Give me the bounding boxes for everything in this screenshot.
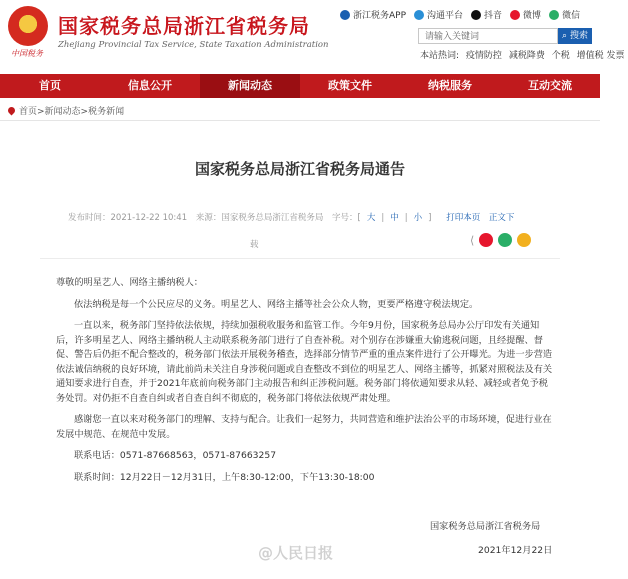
wechat-icon xyxy=(549,10,559,20)
divider xyxy=(40,258,560,259)
article-date: 2021年12月22日 xyxy=(478,545,553,556)
article-title: 国家税务总局浙江省税务局通告 xyxy=(194,160,405,178)
breadcrumb-path[interactable]: 首页>新闻动态>税务新闻 xyxy=(19,107,125,117)
print-link[interactable]: 打印本页 xyxy=(446,213,481,223)
douyin-icon xyxy=(471,10,481,20)
watermark: @人民日报 xyxy=(258,544,334,562)
article-body xyxy=(56,276,556,492)
publish-time: 发布时间：2021-12-22 10:41 xyxy=(68,213,188,223)
douyin-link[interactable]: 抖音 xyxy=(471,8,502,21)
hot-word[interactable]: 增值税 发票 xyxy=(576,51,625,61)
nav-interaction[interactable]: 互动交流 xyxy=(528,79,572,92)
site-subtitle: Zhejiang Provincial Tax Service, State Taxation Administration xyxy=(58,40,329,50)
download-link[interactable]: 正文下 xyxy=(488,213,515,223)
contact-phone: 联系电话：0571-87668563，0571-87663257 xyxy=(74,450,277,461)
hot-words xyxy=(420,50,625,63)
search-button[interactable]: ⌕ 搜索 xyxy=(558,28,592,44)
paragraph: 一直以来，税务部门坚持依法依规，持续加强税收服务和监管工作。今年9月份，国家税务总局办公厅印发有关通知后，许多明星艺人、网络主播纳税人主动联系税务部门进行了自查补税。对个别存在涉嫌重大偷逃税问题，且经提醒、督促、警告后仍拒不配合整改的，税务部门依法开展税务稽查，选择部分情节严重的重点案件进行了公开曝光。为进一步营造依法诚信纳税的良好环境，请此前尚未关注自身涉税问题或自查整改不到位的明星艺人、网络主播等，抓紧对照税法及有关通知要求进行自查，并于2021年底前向税务部门主动报告和纠正涉税问题。税务部门将依通知要求从轻、减轻或者免予税务处罚。对仍拒不自查自纠或者自查自纠不彻底的，税务部门将依法依规严肃处理。 xyxy=(56,320,553,404)
top-links xyxy=(340,8,580,21)
app-link[interactable]: 浙江税务APP xyxy=(340,8,406,21)
divider xyxy=(0,120,600,121)
location-pin-icon xyxy=(7,106,17,116)
article-source: 来源：国家税务总局浙江省税务局 xyxy=(195,213,324,223)
hot-word[interactable]: 个税 xyxy=(551,51,570,61)
hot-word[interactable]: 疫情防控 xyxy=(465,51,502,61)
paragraph: 依法纳税是每一个公民应尽的义务。明星艺人、网络主播等社会公众人物，更要严格遵守税法规定。 xyxy=(74,298,479,310)
font-size-control: 字号：[ 大 | 中 | 小 ] xyxy=(332,213,432,223)
nav-home[interactable]: 首页 xyxy=(39,79,61,92)
logo-caption: 中国税务 xyxy=(11,49,43,58)
font-size-large[interactable]: 大 xyxy=(366,213,376,223)
font-size-small[interactable]: 小 xyxy=(413,213,423,223)
cloud-icon xyxy=(414,10,424,20)
hot-words-label: 本站热词: xyxy=(420,51,460,61)
main-nav xyxy=(0,74,600,98)
nav-info-disclosure[interactable]: 信息公开 xyxy=(128,79,172,92)
qzone-icon[interactable] xyxy=(517,233,531,247)
breadcrumb xyxy=(8,104,124,117)
weibo-icon[interactable] xyxy=(479,233,493,247)
platform-link[interactable]: 沟通平台 xyxy=(414,8,463,21)
greeting: 尊敬的明星艺人、网络主播纳税人： xyxy=(56,277,203,288)
wechat-icon[interactable] xyxy=(498,233,512,247)
share-bar xyxy=(470,233,531,247)
app-icon xyxy=(340,10,350,20)
site-header xyxy=(0,0,625,74)
search-icon: ⌕ xyxy=(562,31,568,41)
download-link-cont[interactable]: 载 xyxy=(250,240,259,250)
nav-policy[interactable]: 政策文件 xyxy=(328,79,372,92)
contact-hours: 联系时间：12月22日－12月31日，上午8:30-12:00，下午13:30-18:00 xyxy=(74,471,375,483)
search-input[interactable]: 请输入关键词 xyxy=(418,28,558,44)
wechat-link[interactable]: 微信 xyxy=(549,8,580,21)
nav-news[interactable]: 新闻动态 xyxy=(200,74,300,98)
tax-emblem-icon xyxy=(8,6,48,46)
hot-word[interactable]: 减税降费 xyxy=(508,51,545,61)
site-title[interactable]: 国家税务总局浙江省税务局 xyxy=(58,14,310,38)
article-meta xyxy=(68,211,558,223)
paragraph: 感谢您一直以来对税务部门的理解、支持与配合。让我们一起努力，共同营造和维护法治公平的市场环境，促进行业在发展中规范、在规范中发展。 xyxy=(56,414,552,440)
weibo-icon xyxy=(510,10,520,20)
font-size-medium[interactable]: 中 xyxy=(390,213,399,223)
weibo-link[interactable]: 微博 xyxy=(510,8,541,21)
nav-tax-service[interactable]: 纳税服务 xyxy=(428,79,472,92)
share-icon[interactable]: ⟨ xyxy=(470,233,475,247)
signoff: 国家税务总局浙江省税务局 xyxy=(430,521,541,532)
